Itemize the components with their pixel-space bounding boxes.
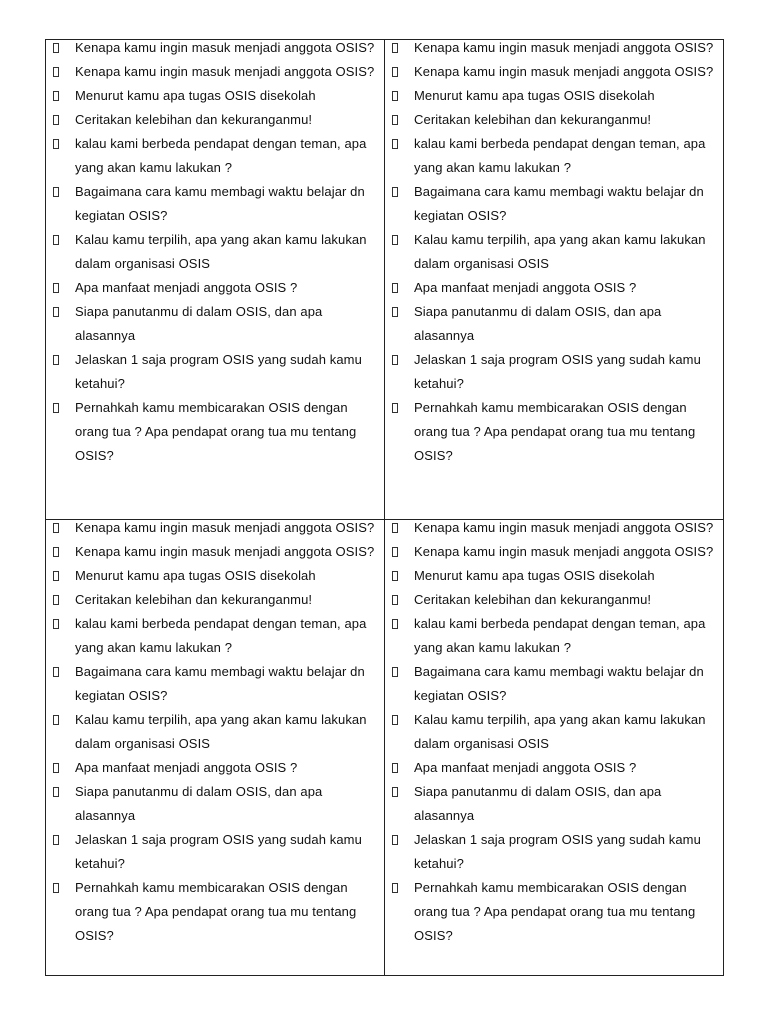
question-text: Ceritakan kelebihan dan kekuranganmu! [414,592,652,607]
question-item [46,300,384,348]
checkbox-square-icon [392,403,398,413]
checkbox-square-icon [392,283,398,293]
checkbox-square-icon [53,139,59,149]
question-item [385,300,723,348]
question-item [46,180,384,228]
checkbox-square-icon [392,43,398,53]
question-item [46,396,384,468]
checkbox-square-icon [392,835,398,845]
question-item [385,780,723,828]
question-item [385,756,723,780]
question-item [385,132,723,180]
question-item [385,84,723,108]
question-item [46,40,384,60]
question-item [385,876,723,948]
checkbox-square-icon [53,307,59,317]
checkbox-square-icon [53,403,59,413]
question-item [385,828,723,876]
question-item [385,180,723,228]
question-item [385,540,723,564]
question-text: kalau kami berbeda pendapat dengan teman, apa yang akan kamu lakukan ? [75,136,367,175]
question-item [46,540,384,564]
checkbox-square-icon [53,787,59,797]
question-item [46,828,384,876]
question-text: kalau kami berbeda pendapat dengan teman, apa yang akan kamu lakukan ? [414,616,706,655]
question-item [46,60,384,84]
checkbox-square-icon [392,139,398,149]
question-text: Bagaimana cara kamu membagi waktu belajar dn kegiatan OSIS? [414,664,704,703]
checkbox-square-icon [53,91,59,101]
checkbox-square-icon [53,235,59,245]
question-item [385,60,723,84]
checkbox-square-icon [392,787,398,797]
question-text: Bagaimana cara kamu membagi waktu belajar dn kegiatan OSIS? [75,664,365,703]
question-item [385,660,723,708]
question-item [385,228,723,276]
question-item [385,348,723,396]
question-item [385,108,723,132]
checkbox-square-icon [392,115,398,125]
checkbox-square-icon [53,619,59,629]
question-item [46,348,384,396]
checkbox-square-icon [53,883,59,893]
question-text: Ceritakan kelebihan dan kekuranganmu! [75,592,313,607]
question-text: Kalau kamu terpilih, apa yang akan kamu lakukan dalam organisasi OSIS [75,712,367,751]
question-list [46,520,384,948]
checkbox-square-icon [53,115,59,125]
checkbox-square-icon [392,715,398,725]
checkbox-square-icon [53,715,59,725]
checkbox-square-icon [392,619,398,629]
question-text: Apa manfaat menjadi anggota OSIS ? [414,280,637,295]
question-text: Kalau kamu terpilih, apa yang akan kamu lakukan dalam organisasi OSIS [414,712,706,751]
checkbox-square-icon [392,523,398,533]
question-text: Apa manfaat menjadi anggota OSIS ? [75,760,298,775]
checkbox-square-icon [53,667,59,677]
question-item [385,588,723,612]
question-text: Pernahkah kamu membicarakan OSIS dengan orang tua ? Apa pendapat orang tua mu tentang OSIS? [414,880,696,943]
question-item [46,132,384,180]
question-text: Kenapa kamu ingin masuk menjadi anggota OSIS? [75,520,375,535]
question-text: Siapa panutanmu di dalam OSIS, dan apa alasannya [414,304,662,343]
checkbox-square-icon [392,547,398,557]
question-item [46,612,384,660]
card-bottom-left [46,520,385,975]
question-text: Kenapa kamu ingin masuk menjadi anggota OSIS? [75,544,375,559]
question-text: kalau kami berbeda pendapat dengan teman, apa yang akan kamu lakukan ? [414,136,706,175]
question-text: Apa manfaat menjadi anggota OSIS ? [414,760,637,775]
question-item [46,660,384,708]
question-text: Pernahkah kamu membicarakan OSIS dengan orang tua ? Apa pendapat orang tua mu tentang OSIS? [75,880,357,943]
question-list [385,40,723,468]
checkbox-square-icon [53,595,59,605]
question-text: Pernahkah kamu membicarakan OSIS dengan orang tua ? Apa pendapat orang tua mu tentang OSIS? [414,400,696,463]
question-text: Kenapa kamu ingin masuk menjadi anggota OSIS? [75,40,375,55]
checkbox-square-icon [392,67,398,77]
question-text: Kenapa kamu ingin masuk menjadi anggota OSIS? [414,544,714,559]
question-item [385,396,723,468]
checkbox-square-icon [53,283,59,293]
checkbox-square-icon [392,595,398,605]
question-text: Jelaskan 1 saja program OSIS yang sudah kamu ketahui? [414,832,701,871]
checkbox-square-icon [392,883,398,893]
question-item [385,708,723,756]
checkbox-square-icon [392,667,398,677]
question-item [46,756,384,780]
question-item [385,612,723,660]
question-item [385,564,723,588]
question-text: Kalau kamu terpilih, apa yang akan kamu lakukan dalam organisasi OSIS [75,232,367,271]
card-bottom-right [385,520,723,975]
question-text: Kenapa kamu ingin masuk menjadi anggota OSIS? [414,64,714,79]
question-text: Siapa panutanmu di dalam OSIS, dan apa alasannya [75,784,323,823]
question-text: Jelaskan 1 saja program OSIS yang sudah kamu ketahui? [414,352,701,391]
checkbox-square-icon [53,67,59,77]
question-item [385,40,723,60]
question-text: Jelaskan 1 saja program OSIS yang sudah kamu ketahui? [75,352,362,391]
question-item [46,520,384,540]
checkbox-square-icon [392,187,398,197]
question-text: Bagaimana cara kamu membagi waktu belajar dn kegiatan OSIS? [75,184,365,223]
card-top-left [46,40,385,520]
checkbox-square-icon [53,547,59,557]
question-item [46,108,384,132]
checkbox-square-icon [392,763,398,773]
question-item [46,84,384,108]
checkbox-square-icon [53,763,59,773]
question-text: Menurut kamu apa tugas OSIS disekolah [414,568,655,583]
question-text: Kenapa kamu ingin masuk menjadi anggota OSIS? [414,520,714,535]
checkbox-square-icon [53,187,59,197]
question-item [46,708,384,756]
question-text: Siapa panutanmu di dalam OSIS, dan apa alasannya [75,304,323,343]
checkbox-square-icon [392,571,398,581]
question-text: Kenapa kamu ingin masuk menjadi anggota OSIS? [414,40,714,55]
question-item [46,228,384,276]
question-text: Menurut kamu apa tugas OSIS disekolah [75,568,316,583]
question-item [385,276,723,300]
question-item [385,520,723,540]
question-item [46,564,384,588]
checkbox-square-icon [392,355,398,365]
checkbox-square-icon [53,523,59,533]
question-item [46,780,384,828]
question-item [46,876,384,948]
checkbox-square-icon [392,307,398,317]
question-text: Pernahkah kamu membicarakan OSIS dengan orang tua ? Apa pendapat orang tua mu tentang OSIS? [75,400,357,463]
card-top-right [385,40,723,520]
question-card-sheet [45,39,724,976]
question-text: Menurut kamu apa tugas OSIS disekolah [75,88,316,103]
question-item [46,588,384,612]
question-text: Kenapa kamu ingin masuk menjadi anggota OSIS? [75,64,375,79]
checkbox-square-icon [53,835,59,845]
checkbox-square-icon [53,43,59,53]
question-text: Menurut kamu apa tugas OSIS disekolah [414,88,655,103]
question-list [385,520,723,948]
question-item [46,276,384,300]
question-text: Kalau kamu terpilih, apa yang akan kamu lakukan dalam organisasi OSIS [414,232,706,271]
checkbox-square-icon [53,571,59,581]
question-text: Siapa panutanmu di dalam OSIS, dan apa alasannya [414,784,662,823]
question-text: Ceritakan kelebihan dan kekuranganmu! [75,112,313,127]
question-text: Jelaskan 1 saja program OSIS yang sudah kamu ketahui? [75,832,362,871]
checkbox-square-icon [392,91,398,101]
question-text: kalau kami berbeda pendapat dengan teman, apa yang akan kamu lakukan ? [75,616,367,655]
checkbox-square-icon [53,355,59,365]
question-list [46,40,384,468]
question-text: Bagaimana cara kamu membagi waktu belajar dn kegiatan OSIS? [414,184,704,223]
checkbox-square-icon [392,235,398,245]
question-text: Ceritakan kelebihan dan kekuranganmu! [414,112,652,127]
question-text: Apa manfaat menjadi anggota OSIS ? [75,280,298,295]
